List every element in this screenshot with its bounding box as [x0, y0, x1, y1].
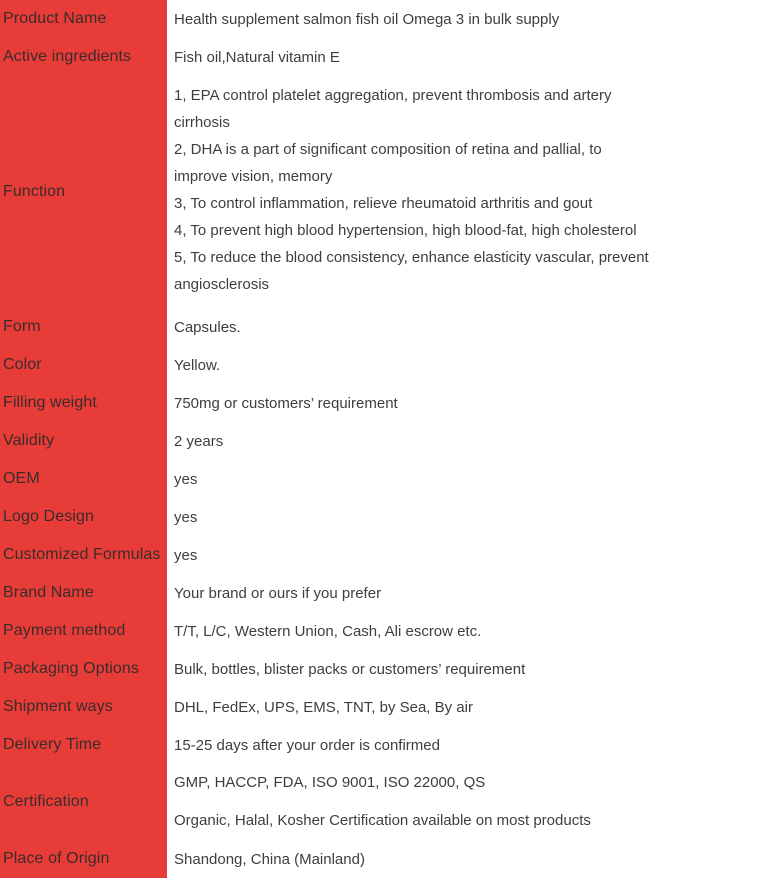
spec-row-validity [0, 422, 768, 460]
certification-line: GMP, HACCP, FDA, ISO 9001, ISO 22000, QS [174, 774, 486, 791]
spec-row-oem [0, 460, 768, 498]
spec-value-product-name: Health supplement salmon fish oil Omega 3 in bulk supply [174, 10, 560, 28]
spec-row-product-name [0, 0, 768, 38]
spec-label-payment-method: Payment method [0, 612, 167, 650]
spec-label-brand-name: Brand Name [0, 574, 167, 612]
function-line: 4, To prevent high blood hypertension, high blood-fat, high cholesterol [174, 222, 637, 239]
spec-value-shipment-ways: DHL, FedEx, UPS, EMS, TNT, by Sea, By air [174, 698, 473, 716]
spec-value-filling-weight: 750mg or customers’ requirement [174, 394, 398, 412]
spec-row-color [0, 346, 768, 384]
function-line: 3, To control inflammation, relieve rheumatoid arthritis and gout [174, 195, 593, 212]
spec-row-delivery-time [0, 726, 768, 764]
function-line: 2, DHA is a part of significant composition of retina and pallial, to [174, 141, 602, 158]
spec-value-delivery-time: 15-25 days after your order is confirmed [174, 736, 440, 754]
spec-value-function [167, 76, 768, 308]
spec-value-place-of-origin: Shandong, China (Mainland) [174, 850, 365, 868]
spec-label-customized-formulas: Customized Formulas [0, 536, 167, 574]
spec-row-function [0, 76, 768, 308]
function-line: improve vision, memory [174, 168, 333, 185]
spec-label-active-ingredients: Active ingredients [0, 38, 167, 76]
certification-line: Organic, Halal, Kosher Certification available on most products [174, 812, 591, 829]
spec-row-place-of-origin [0, 840, 768, 878]
spec-value-oem: yes [174, 470, 198, 488]
spec-row-certification [0, 764, 768, 840]
function-line: angiosclerosis [174, 276, 270, 293]
spec-row-customized-formulas [0, 536, 768, 574]
spec-label-product-name: Product Name [0, 0, 167, 38]
spec-value-logo-design: yes [174, 508, 198, 526]
spec-value-form: Capsules. [174, 318, 241, 336]
spec-row-filling-weight [0, 384, 768, 422]
spec-value-packaging-options: Bulk, bottles, blister packs or customers’ requirement [174, 660, 526, 678]
spec-label-color: Color [0, 346, 167, 384]
spec-row-brand-name [0, 574, 768, 612]
spec-row-packaging-options [0, 650, 768, 688]
spec-row-logo-design [0, 498, 768, 536]
spec-label-filling-weight: Filling weight [0, 384, 167, 422]
spec-value-validity: 2 years [174, 432, 224, 450]
spec-value-color: Yellow. [174, 356, 221, 374]
spec-row-shipment-ways [0, 688, 768, 726]
spec-value-certification [167, 764, 768, 840]
spec-label-logo-design: Logo Design [0, 498, 167, 536]
spec-row-payment-method [0, 612, 768, 650]
spec-value-active-ingredients: Fish oil,Natural vitamin E [174, 48, 340, 66]
function-line: 5, To reduce the blood consistency, enhance elasticity vascular, prevent [174, 249, 649, 266]
spec-label-form: Form [0, 308, 167, 346]
function-line: cirrhosis [174, 114, 230, 131]
spec-label-shipment-ways: Shipment ways [0, 688, 167, 726]
spec-value-payment-method: T/T, L/C, Western Union, Cash, Ali escrow etc. [174, 622, 482, 640]
spec-label-validity: Validity [0, 422, 167, 460]
spec-label-certification: Certification [0, 764, 167, 840]
spec-label-oem: OEM [0, 460, 167, 498]
function-line: 1, EPA control platelet aggregation, prevent thrombosis and artery [174, 87, 612, 104]
spec-label-place-of-origin: Place of Origin [0, 840, 167, 878]
spec-row-form [0, 308, 768, 346]
spec-label-function: Function [0, 76, 167, 308]
spec-value-brand-name: Your brand or ours if you prefer [174, 584, 382, 602]
spec-label-delivery-time: Delivery Time [0, 726, 167, 764]
spec-label-packaging-options: Packaging Options [0, 650, 167, 688]
spec-value-customized-formulas: yes [174, 546, 198, 564]
spec-row-active-ingredients [0, 38, 768, 76]
